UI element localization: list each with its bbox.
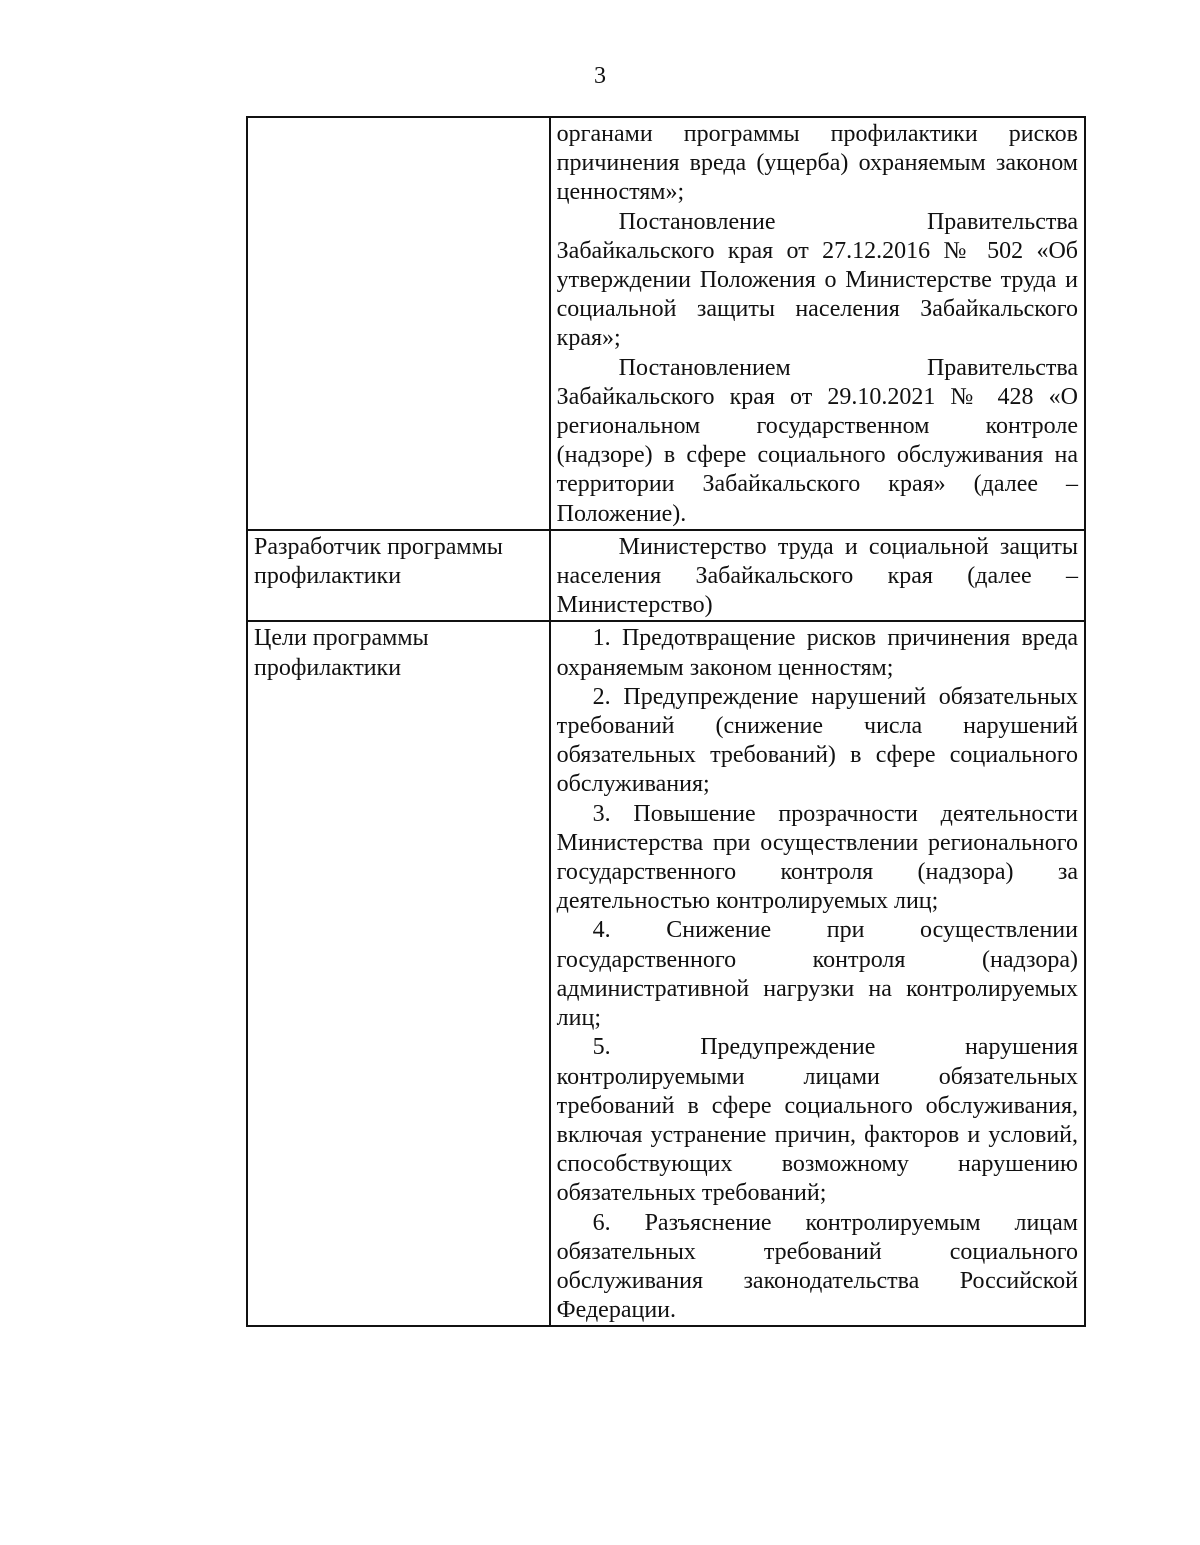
row-label-cell bbox=[247, 117, 550, 530]
paragraph: 6. Разъяснение контролируемым лицам обязательных требований социального обслуживания законодательства Российской Федерации. bbox=[556, 1209, 1078, 1324]
row-content-cell bbox=[550, 117, 1085, 530]
row-label: Разработчик программы профилактики bbox=[254, 533, 503, 590]
row-label: Цели программы профилактики bbox=[254, 625, 429, 681]
paragraph: 2. Предупреждение нарушений обязательных требований (снижение числа нарушений обязательных требований) в сфере социального обслуживания; bbox=[556, 683, 1078, 798]
paragraph: Постановление Правительства Забайкальского края от 27.12.2016 № 502 «Об утверждении Положения о Министерстве труда и социальной защиты населения Забайкальского края»; bbox=[556, 208, 1078, 352]
paragraph: 1. Предотвращение рисков причинения вреда охраняемым законом ценностям; bbox=[556, 625, 1078, 681]
table-row bbox=[247, 117, 1085, 530]
paragraph: Постановлением Правительства Забайкальского края от 29.10.2021 № 428 «О региональном государственном контроле (надзоре) в сфере социального обслуживания на территории Забайкальского края» (далее – Положение). bbox=[556, 354, 1078, 527]
paragraph: 5. Предупреждение нарушения контролируемыми лицами обязательных требований в сфере социального обслуживания, включая устранение причин, факторов и условий, способствующих возможному нарушению обязательных требований; bbox=[556, 1034, 1078, 1207]
row-content-cell bbox=[550, 621, 1085, 1326]
page-number: 3 bbox=[594, 63, 606, 89]
row-label-cell bbox=[247, 621, 550, 1326]
row-label-cell bbox=[247, 530, 550, 622]
paragraph: органами программы профилактики рисков причинения вреда (ущерба) охраняемым законом ценностям»; bbox=[556, 121, 1078, 206]
row-content-cell bbox=[550, 530, 1085, 622]
table-row bbox=[247, 621, 1085, 1326]
paragraph: 4. Снижение при осуществлении государственного контроля (надзора) административной нагрузки на контролируемых лиц; bbox=[556, 917, 1078, 1032]
paragraph: 3. Повышение прозрачности деятельности Министерства при осуществлении регионального государственного контроля (надзора) за деятельностью контролируемых лиц; bbox=[556, 800, 1078, 915]
paragraph: Министерство труда и социальной защиты населения Забайкальского края (далее – Министерство) bbox=[556, 533, 1078, 619]
program-passport-table bbox=[246, 116, 1086, 1327]
table-row bbox=[247, 530, 1085, 622]
